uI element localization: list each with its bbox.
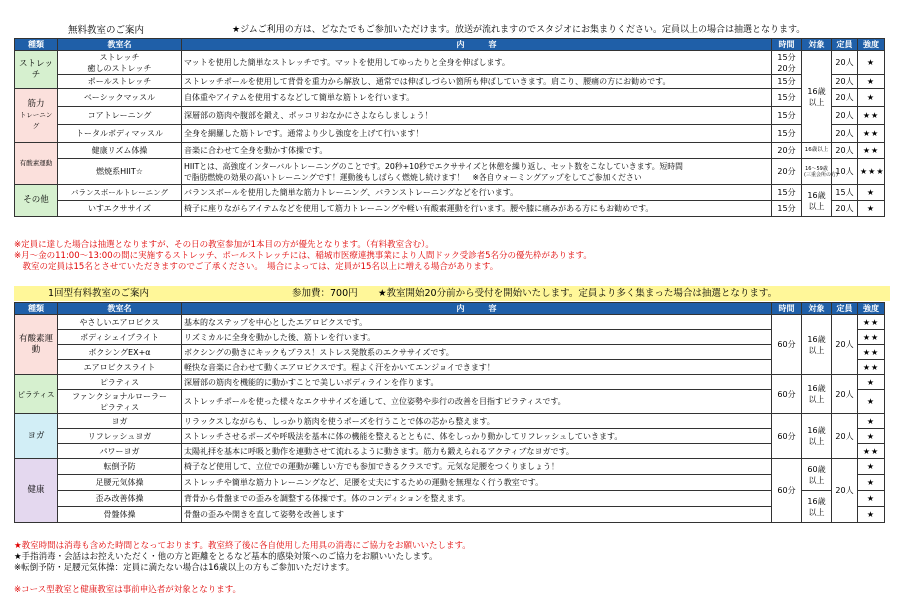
class-capacity: 10人 [832, 159, 858, 185]
class-time: 15分 [772, 75, 802, 89]
class-content: 椅子など使用して、立位での運動が難しい方でも参加できるクラスです。元気な足腰をつくりましょう！ [182, 459, 772, 475]
col-header-content: 内 容 [182, 39, 772, 51]
section2-title: 1回型有料教室のご案内 [48, 288, 150, 299]
class-capacity: 20人 [832, 107, 858, 125]
intensity-stars: ★ [858, 89, 885, 107]
table-row [15, 330, 885, 345]
note-line: ★手指消毒・会話はお控えいただく・他の方と距離をとるなど基本的感染対策へのご協力をお願いいたします。 [14, 552, 438, 562]
class-target: 16歳以上 [802, 185, 832, 217]
note-line: ※定員に達した場合は抽選となりますが、その日の教室参加が1本目の方が優先となります。（有料教室含む）。 [14, 240, 434, 250]
intensity-stars: ★ [858, 459, 885, 475]
class-name: 歪み改善体操 [58, 491, 182, 507]
intensity-stars: ★ [858, 201, 885, 217]
table-row [15, 360, 885, 375]
intensity-stars: ★ [858, 475, 885, 491]
class-name: やさしいエアロビクス [58, 315, 182, 330]
col-header-target: 対象 [802, 39, 832, 51]
class-name: ボクシングEX+α [58, 345, 182, 360]
class-content: マットを使用した簡単なストレッチです。マットを使用してゆったりと全身を伸ばします。 [182, 51, 772, 75]
class-capacity: 20人 [832, 201, 858, 217]
table-row [15, 89, 885, 107]
category-pilates: ピラティス [15, 375, 58, 414]
col-header-content: 内 容 [182, 303, 772, 315]
intensity-stars: ★★ [858, 107, 885, 125]
category-health: 健康 [15, 459, 58, 523]
class-time: 15分 [772, 201, 802, 217]
class-name: トータルボディマッスル [58, 125, 182, 143]
table-row [15, 345, 885, 360]
class-content: 太陽礼拝を基本に呼吸と動作を連動させて流れるように動きます。筋力も鍛えられるアクティブなヨガです。 [182, 444, 772, 459]
class-time: 15分 [772, 185, 802, 201]
col-header-intensity: 強度 [858, 39, 885, 51]
class-name: リフレッシュヨガ [58, 429, 182, 444]
intensity-stars: ★ [858, 491, 885, 507]
class-content: 音楽に合わせて全身を動かす体操です。 [182, 143, 772, 159]
category-aerobic: 有酸素運動 [15, 315, 58, 375]
class-target: 60歳以上 [802, 459, 832, 491]
class-capacity: 20人 [832, 75, 858, 89]
class-target: 16歳以上 [802, 315, 832, 375]
col-header-time: 時間 [772, 39, 802, 51]
time-line2: 20分 [777, 63, 796, 73]
class-content: ストレッチさせるポーズや呼吸法を基本に体の機能を整えるとともに、体をしっかり動かしてリフレッシュしていきます。 [182, 429, 772, 444]
class-content: 全身を網羅した筋トレです。通常より少し強度を上げて行います！ [182, 125, 772, 143]
intensity-stars: ★ [858, 375, 885, 390]
target-line2: (三重会所の方) [804, 171, 838, 178]
category-yoga: ヨガ [15, 414, 58, 459]
class-name: バランスボールトレーニング [58, 185, 182, 201]
class-capacity: 20人 [832, 125, 858, 143]
class-content: ストレッチポールを使用して背骨を重力から解放し、通常では伸ばしづらい箇所も伸ばしていきます。肩こり、腰痛の方にお勧めです。 [182, 75, 772, 89]
intensity-stars: ★ [858, 390, 885, 414]
note-line: ※月～金の11:00～13:00の間に実施するストレッチ、ポールストレッチには、稲城市医療連携事業により人間ドック受診者5名分の優先枠があります。 [14, 251, 592, 261]
class-name: いすエクササイズ [58, 201, 182, 217]
class-name: ボディシェイプライト [58, 330, 182, 345]
category-strength-sub: トレーニング [19, 111, 53, 130]
table-header-row [15, 303, 885, 315]
category-strength-label: 筋力 [27, 99, 45, 109]
class-name-line1: ファンクショナルローラー [71, 391, 168, 401]
col-header-intensity: 強度 [858, 303, 885, 315]
class-capacity: 20人 [832, 459, 858, 523]
class-capacity: 20人 [832, 414, 858, 459]
class-time: 20分 [772, 143, 802, 159]
class-content: 背骨から骨盤までの歪みを調整する体操です。体のコンディションを整えます。 [182, 491, 772, 507]
class-name: コアトレーニング [58, 107, 182, 125]
note-line: 教室の定員は15名とさせていただきますのでご了承ください。 場合によっては、定員が15名以上に増える場合があります。 [14, 262, 499, 272]
table-row [15, 51, 885, 75]
class-time: 60分 [772, 315, 802, 375]
class-content: 深層部の筋肉を機能的に動かすことで美しいボディラインを作ります。 [182, 375, 772, 390]
class-target [802, 159, 838, 185]
table-row [15, 75, 885, 89]
class-capacity: 20人 [832, 143, 858, 159]
paid-class-table [14, 302, 885, 523]
class-time: 15分 [772, 125, 802, 143]
table-header-row [15, 39, 885, 51]
table-row [15, 491, 885, 507]
class-name: 足腰元気体操 [58, 475, 182, 491]
class-name: パワーヨガ [58, 444, 182, 459]
class-content: 椅子に座りながらアイテムなどを使用して筋力トレーニングや軽い有酸素運動を行います。腰や膝に痛みがある方にもお勧めです。 [182, 201, 772, 217]
table-row [15, 475, 885, 491]
class-time: 15分 [772, 107, 802, 125]
target-line1: 16〜59歳 [805, 165, 828, 172]
class-content: 基本的なステップを中心としたエアロビクスです。 [182, 315, 772, 330]
intensity-stars: ★★ [858, 330, 885, 345]
col-header-capacity: 定員 [832, 303, 858, 315]
note-line: ※コース型教室と健康教室は事前申込者が対象となります。 [14, 585, 242, 595]
class-name-line1: ストレッチ [99, 52, 140, 62]
note-line: ※転倒予防・足腰元気体操：定員に満たない場合は16歳以上の方もご参加いただけます。 [14, 563, 355, 573]
class-content: バランスボールを使用した簡単な筋力トレーニング、バランストレーニングなどを行います。 [182, 185, 772, 201]
class-name: 健康リズム体操 [58, 143, 182, 159]
intensity-stars: ★ [858, 507, 885, 523]
class-content [182, 159, 772, 185]
class-target: 16歳以上 [802, 375, 832, 414]
content-line1: HIITとは、高強度インターバルトレーニングのことです。20秒+10秒でエクササイズと休憩を繰り返し、セット数をこなしていきます。短時間 [184, 161, 683, 171]
table-row [15, 429, 885, 444]
col-header-capacity: 定員 [832, 39, 858, 51]
class-content: 深層部の筋肉や腹部を鍛え、ポッコリおなかにさよならしましょう！ [182, 107, 772, 125]
class-name: エアロビクスライト [58, 360, 182, 375]
table-row [15, 414, 885, 429]
free-class-table [14, 38, 885, 217]
category-strength [15, 89, 58, 143]
time-line1: 15分 [777, 52, 796, 62]
col-header-target: 対象 [802, 303, 832, 315]
class-name: 骨盤体操 [58, 507, 182, 523]
class-name-line2: ピラティス [99, 402, 140, 412]
category-aerobic: 有酸素運動 [15, 143, 58, 185]
class-content: 軽快な音楽に合わせて動くエアロビクスです。程よく汗をかいてエンジョイできます！ [182, 360, 772, 375]
class-content: リラックスしながらも、しっかり筋肉を使うポーズを行うことで体の芯から整えます。 [182, 414, 772, 429]
class-time: 60分 [772, 414, 802, 459]
category-stretch: ストレッチ [15, 51, 58, 89]
class-name [58, 390, 182, 414]
class-content: ストレッチポールを使った様々なエクササイズを通して、立位姿勢や歩行の改善を目指すピラティスです。 [182, 390, 772, 414]
category-other: その他 [15, 185, 58, 217]
intensity-stars: ★ [858, 429, 885, 444]
intensity-stars: ★★ [858, 444, 885, 459]
table-row [15, 507, 885, 523]
col-header-name: 教室名 [58, 39, 182, 51]
class-content: リズミカルに全身を動かした後、筋トレを行います。 [182, 330, 772, 345]
class-name [58, 51, 182, 75]
table-row [15, 459, 885, 475]
col-header-type: 種類 [15, 303, 58, 315]
section1-title: 無料教室のご案内 [68, 25, 145, 36]
class-content: 骨盤の歪みや開きを直して姿勢を改善します [182, 507, 772, 523]
intensity-stars: ★★ [858, 315, 885, 330]
intensity-stars: ★ [858, 185, 885, 201]
intensity-stars: ★★ [858, 345, 885, 360]
section2-fee: 参加費：700円 [292, 288, 358, 299]
section2-note: ★教室開始20分前から受付を開始いたします。定員より多く集まった場合は抽選となります。 [378, 288, 778, 299]
class-target: 16歳以上 [802, 491, 832, 523]
class-time: 60分 [772, 459, 802, 523]
intensity-stars: ★★ [858, 360, 885, 375]
class-time: 20分 [772, 159, 802, 185]
intensity-stars: ★ [858, 414, 885, 429]
table-row [15, 159, 885, 185]
class-name: 燃焼系HIIT☆ [58, 159, 182, 185]
class-name: ヨガ [58, 414, 182, 429]
class-capacity: 20人 [832, 89, 858, 107]
intensity-stars: ★ [858, 75, 885, 89]
intensity-stars: ★ [858, 51, 885, 75]
class-capacity: 20人 [832, 375, 858, 414]
table-row [15, 444, 885, 459]
class-capacity: 15人 [832, 185, 858, 201]
intensity-stars: ★★★ [858, 159, 885, 185]
class-capacity: 20人 [832, 315, 858, 375]
class-name: ベーシックマッスル [58, 89, 182, 107]
section1-note: ★ジムご利用の方は、どなたでもご参加いただけます。放送が流れますのでスタジオにお集まりください。定員以上の場合は抽選となります。 [232, 25, 806, 35]
class-name: ピラティス [58, 375, 182, 390]
table-row [15, 107, 885, 125]
class-time: 60分 [772, 375, 802, 414]
intensity-stars: ★★ [858, 143, 885, 159]
col-header-type: 種類 [15, 39, 58, 51]
note-line: ★教室時間は消毒も含めた時間となっております。教室終了後に各自使用した用具の消毒にご協力をお願いいたします。 [14, 541, 471, 551]
class-time [772, 51, 802, 75]
table-row [15, 315, 885, 330]
class-name-line2: 癒しのストレッチ [87, 63, 152, 73]
col-header-time: 時間 [772, 303, 802, 315]
table-row [15, 201, 885, 217]
class-name: 転倒予防 [58, 459, 182, 475]
class-name: ポールストレッチ [58, 75, 182, 89]
table-row [15, 390, 885, 414]
class-target: 16歳以上 [802, 51, 832, 143]
table-row [15, 375, 885, 390]
class-capacity: 20人 [832, 51, 858, 75]
table-row [15, 143, 885, 159]
intensity-stars: ★★ [858, 125, 885, 143]
class-content: ストレッチや簡単な筋力トレーニングなど、足腰を丈夫にするための運動を無理なく行う教室です。 [182, 475, 772, 491]
class-target: 16歳以上 [802, 414, 832, 459]
class-content: 自体重やアイテムを使用するなどして簡単な筋トレを行います。 [182, 89, 772, 107]
class-target: 16歳以上 [802, 143, 832, 159]
content-line2: で脂肪燃焼の効果の高いトレーニングです！運動後もしばらく燃焼し続けます！ ※各自ウォーミングアップをしてご参加ください [184, 172, 642, 182]
table-row [15, 125, 885, 143]
col-header-name: 教室名 [58, 303, 182, 315]
table-row [15, 185, 885, 201]
class-content: ボクシングの動きにキックもプラス！ストレス発散系のエクササイズです。 [182, 345, 772, 360]
class-time: 15分 [772, 89, 802, 107]
